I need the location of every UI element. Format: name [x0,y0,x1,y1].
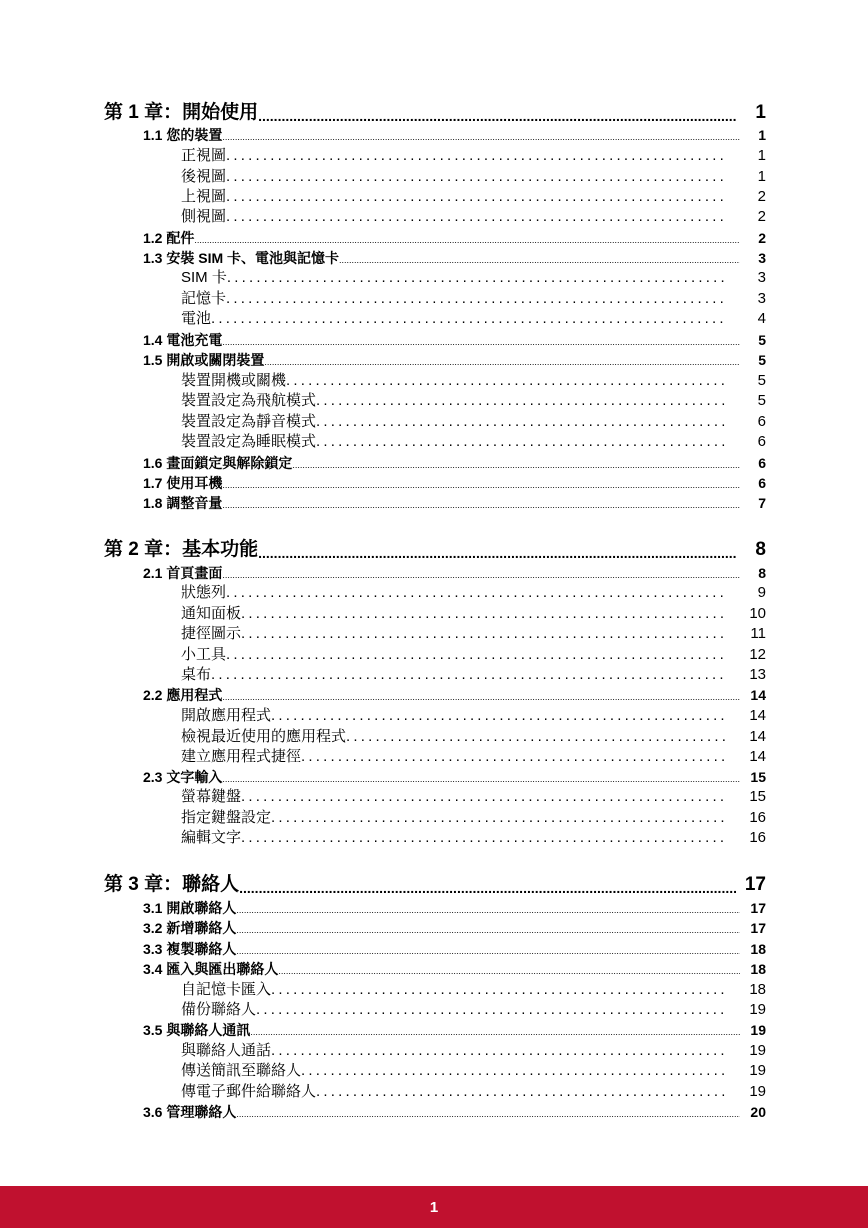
toc-entry-title: 正視圖 [181,147,227,164]
toc-entry-title: 1.5 開啟或關閉裝置 [143,352,265,368]
toc-entry-title: 後視圖 [181,168,227,185]
dot-leader [301,1061,728,1081]
dot-leader [239,878,736,898]
subsection-entry [181,289,766,309]
subsection-entry [181,747,766,767]
subsection-entry [181,146,766,166]
toc-page-number: 2 [757,188,766,205]
section-entry [143,767,766,787]
subsection-entry [181,828,766,848]
toc-page-number: 5 [758,352,766,368]
subsection-entry [181,1082,766,1102]
dot-leader [256,1000,728,1020]
toc-page-number: 19 [749,1001,766,1018]
toc-entry-title: 建立應用程式捷徑 [181,748,302,765]
toc-page-number: 3 [757,290,766,307]
dot-leader [222,130,740,145]
dot-leader [271,808,728,828]
dot-leader [194,233,740,248]
subsection-entry [181,412,766,432]
toc-page-number: 1 [758,127,766,143]
toc-entry-title: 2.1 首頁畫面 [143,565,223,581]
toc-page-number: 2 [757,208,766,225]
toc-entry-title: 第 1 章：開始使用 [104,102,259,123]
dot-leader [271,706,728,726]
section-entry [143,898,766,918]
toc-page-number: 13 [749,666,766,683]
toc-entry-title: 傳電子郵件給聯絡人 [181,1083,317,1100]
toc-entry-title: 2.3 文字輸入 [143,769,223,785]
toc-entry-title: 開啟應用程式 [181,707,272,724]
toc-entry-title: 指定鍵盤設定 [181,809,272,826]
toc-entry-title: 裝置設定為靜音模式 [181,413,317,430]
subsection-entry [181,268,766,288]
toc-page-number: 17 [750,900,766,916]
dot-leader [346,727,728,747]
section-entry [143,1102,766,1122]
section-entry [143,1020,766,1040]
dot-leader [271,1041,728,1061]
toc-entry-title: SIM 卡 [181,269,227,286]
subsection-entry [181,371,766,391]
section-entry [143,453,766,473]
dot-leader [236,923,740,938]
toc-page-number: 4 [757,310,766,327]
toc-page-number: 20 [750,1104,766,1120]
toc-entry-title: 1.2 配件 [143,230,195,246]
toc-page-number: 10 [749,605,766,622]
subsection-entry [181,787,766,807]
dot-leader [227,268,728,288]
section-entry [143,125,766,145]
subsection-entry [181,1000,766,1020]
toc-entry-title: 裝置設定為睡眠模式 [181,433,317,450]
dot-leader [236,944,740,959]
toc-entry-title: 1.8 調整音量 [143,495,223,511]
section-entry [143,563,766,583]
toc-entry-title: 編輯文字 [181,829,242,846]
dot-leader [211,665,728,685]
toc-page-number: 15 [749,788,766,805]
toc-page-number: 18 [750,941,766,957]
toc-entry-title: 自記憶卡匯入 [181,981,272,998]
toc-page-number: 15 [750,769,766,785]
subsection-entry [181,187,766,207]
subsection-entry [181,167,766,187]
subsection-entry [181,432,766,452]
dot-leader [292,458,740,473]
section-entry [143,248,766,268]
dot-leader [226,583,728,603]
subsection-entry [181,309,766,329]
toc-page-number: 5 [757,392,766,409]
dot-leader [264,355,740,370]
toc-page-number: 12 [749,646,766,663]
toc-page-number: 2 [758,230,766,246]
toc-page-number: 16 [749,809,766,826]
toc-entry-title: 3.2 新增聯絡人 [143,920,237,936]
dot-leader [316,412,728,432]
toc-entry-title: 通知面板 [181,605,242,622]
subsection-entry [181,207,766,227]
section-entry [143,918,766,938]
toc-page-number: 8 [758,565,766,581]
dot-leader [241,624,728,644]
subsection-entry [181,583,766,603]
toc-entry-title: 狀態列 [181,584,227,601]
dot-leader [222,568,740,583]
toc-page-number: 17 [744,874,766,895]
toc-entry-title: 1.6 畫面鎖定與解除鎖定 [143,455,293,471]
subsection-entry [181,980,766,1000]
toc-page-number: 19 [749,1083,766,1100]
section-entry [143,959,766,979]
toc-page-number: 1 [757,168,766,185]
toc-page-number: 16 [749,829,766,846]
dot-leader [316,1082,728,1102]
section-entry [143,330,766,350]
toc-page-number: 18 [750,961,766,977]
subsection-entry [181,1041,766,1061]
dot-leader [226,645,728,665]
toc-page-number: 3 [758,250,766,266]
toc-page-number: 1 [757,147,766,164]
section-entry [143,473,766,493]
dot-leader [222,498,740,513]
toc-entry-title: 與聯絡人通話 [181,1042,272,1059]
toc-entry-title: 3.6 管理聯絡人 [143,1104,237,1120]
toc-entry-title: 小工具 [181,646,227,663]
toc-page-number: 5 [757,372,766,389]
footer-bar [0,1186,868,1228]
dot-leader [226,167,728,187]
section-entry [143,493,766,513]
dot-leader [271,980,728,1000]
dot-leader [316,391,728,411]
toc-page-number: 6 [757,413,766,430]
toc-entry-title: 桌布 [181,666,212,683]
toc-page-number: 14 [750,687,766,703]
dot-leader [258,543,736,563]
toc-entry-title: 3.5 與聯絡人通訊 [143,1022,251,1038]
toc-page-number: 1 [755,102,766,123]
toc-entry-title: 備份聯絡人 [181,1001,257,1018]
toc-page-number: 18 [749,981,766,998]
toc-page-number: 19 [750,1022,766,1038]
section-entry [143,350,766,370]
dot-leader [241,604,728,624]
dot-leader [250,1025,740,1040]
subsection-entry [181,665,766,685]
toc-entry-title: 第 3 章：聯絡人 [104,874,240,895]
chapter-entry [104,100,766,126]
toc-entry-title: 1.4 電池充電 [143,332,223,348]
toc-page-number: 14 [749,728,766,745]
toc-entry-title: 3.3 複製聯絡人 [143,941,237,957]
toc-entry-title: 3.1 開啟聯絡人 [143,900,237,916]
toc-page-number: 3 [757,269,766,286]
toc-page-number: 17 [750,920,766,936]
toc-page-number: 14 [749,707,766,724]
section-entry [143,228,766,248]
subsection-entry [181,624,766,644]
dot-leader [301,747,728,767]
toc-page-number: 11 [750,625,766,642]
toc-entry-title: 1.3 安裝 SIM 卡、電池與記憶卡 [143,250,340,266]
dot-leader [222,335,740,350]
dot-leader [241,787,728,807]
dot-leader [258,106,736,126]
dot-leader [236,903,740,918]
toc-entry-title: 電池 [181,310,212,327]
chapter-entry [104,872,766,898]
toc-page-number: 6 [757,433,766,450]
chapter-entry [104,537,766,563]
dot-leader [236,1107,740,1122]
subsection-entry [181,727,766,747]
dot-leader [226,289,728,309]
dot-leader [222,478,740,493]
toc-page-number: 19 [749,1062,766,1079]
section-entry [143,685,766,705]
dot-leader [226,146,728,166]
subsection-entry [181,604,766,624]
toc-page-number: 19 [749,1042,766,1059]
toc-entry-title: 3.4 匯入與匯出聯絡人 [143,961,279,977]
dot-leader [226,207,728,227]
toc-page-number: 14 [749,748,766,765]
dot-leader [339,253,740,268]
toc-entry-title: 側視圖 [181,208,227,225]
toc-entry-title: 記憶卡 [181,290,227,307]
dot-leader [222,690,740,705]
toc-page-number: 5 [758,332,766,348]
toc-entry-title: 第 2 章：基本功能 [104,539,259,560]
subsection-entry [181,1061,766,1081]
subsection-entry [181,645,766,665]
section-entry [143,939,766,959]
toc-page-number: 9 [757,584,766,601]
toc-entry-title: 檢視最近使用的應用程式 [181,728,347,745]
subsection-entry [181,706,766,726]
dot-leader [286,371,728,391]
toc-entry-title: 1.1 您的裝置 [143,127,223,143]
dot-leader [241,828,728,848]
toc-entry-title: 1.7 使用耳機 [143,475,223,491]
toc-page-number: 8 [755,539,766,560]
dot-leader [278,964,740,979]
dot-leader [316,432,728,452]
toc-entry-title: 上視圖 [181,188,227,205]
toc-entry-title: 2.2 應用程式 [143,687,223,703]
toc-entry-title: 螢幕鍵盤 [181,788,242,805]
toc-entry-title: 傳送簡訊至聯絡人 [181,1062,302,1079]
toc-page-number: 6 [758,455,766,471]
toc-page-number: 6 [758,475,766,491]
toc-entry-title: 裝置設定為飛航模式 [181,392,317,409]
subsection-entry [181,808,766,828]
toc-page-number: 7 [758,495,766,511]
dot-leader [211,309,728,329]
footer-page-number: 1 [429,1198,439,1216]
toc-entry-title: 裝置開機或關機 [181,372,287,389]
subsection-entry [181,391,766,411]
dot-leader [222,772,740,787]
dot-leader [226,187,728,207]
toc-entry-title: 捷徑圖示 [181,625,242,642]
